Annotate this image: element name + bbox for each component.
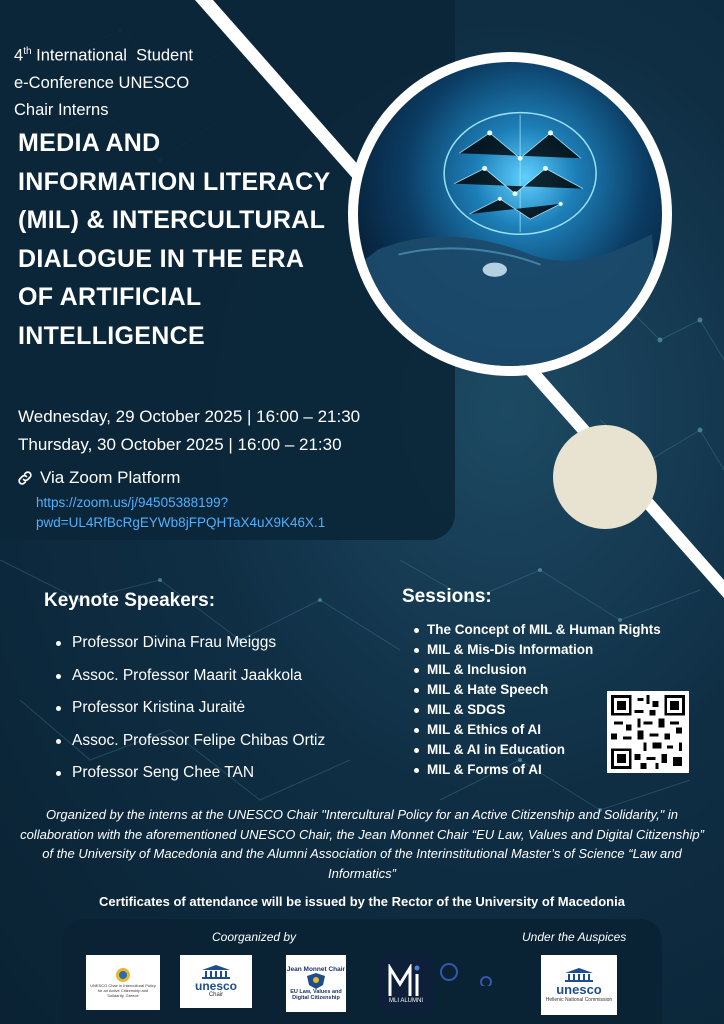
qr-code-pattern xyxy=(611,695,685,769)
conference-heading xyxy=(14,38,254,124)
session-item: The Concept of MIL & Human Rights xyxy=(414,620,661,640)
event-dates xyxy=(18,403,438,459)
zoom-label: Via Zoom Platform xyxy=(40,468,181,487)
session-item: MIL & AI in Education xyxy=(414,740,661,760)
zoom-link-line2[interactable]: pwd=UL4RfBcRgEYWb8jFPQHTaX4uX9K46X.1 xyxy=(36,515,326,530)
session-item: MIL & Hate Speech xyxy=(414,680,661,700)
shield-icon xyxy=(307,973,325,989)
unesco-word: unesco xyxy=(194,979,237,993)
unesco-chair-intercultural-logo xyxy=(86,955,160,1010)
auspices-label: Under the Auspices xyxy=(522,930,627,944)
brain-illustration xyxy=(358,62,662,366)
session-item: MIL & Inclusion xyxy=(414,660,661,680)
mli-monogram-icon xyxy=(387,964,425,998)
session-item: MIL & Ethics of AI xyxy=(414,720,661,740)
conference-ordinal-suffix: th xyxy=(23,46,32,57)
keynote-speaker-list xyxy=(56,627,325,790)
unesco-chair-logo xyxy=(180,955,252,1008)
mli-alumni-label: MLI ALUMNI xyxy=(388,998,423,1004)
speaker-item: Professor Seng Chee TAN xyxy=(56,757,325,790)
globe-icon xyxy=(112,967,134,983)
conference-ordinal: 4 xyxy=(14,46,24,65)
speaker-item: Assoc. Professor Felipe Chibas Ortiz xyxy=(56,725,325,758)
unesco-hellenic-commission-logo xyxy=(541,955,617,1015)
zoom-link-line1[interactable]: https://zoom.us/j/94505388199? xyxy=(36,495,229,510)
hellenic-commission-label: Hellenic National Commission xyxy=(545,996,613,1003)
qr-code[interactable] xyxy=(607,691,689,773)
certificates-note: Certificates of attendance will be issued by the Rector of the University of Macedonia xyxy=(99,894,625,909)
link-icon xyxy=(16,469,34,487)
unesco-temple-icon xyxy=(202,965,230,979)
beige-circle-decoration xyxy=(553,425,657,529)
session-item: MIL & SDGS xyxy=(414,700,661,720)
decorative-circles-icon xyxy=(438,962,496,986)
chair-word: Chair xyxy=(208,992,224,998)
speaker-item: Assoc. Professor Maarit Jaakkola xyxy=(56,660,325,693)
jean-monnet-chair-logo xyxy=(286,955,346,1012)
date-line-1: Wednesday, 29 October 2025 | 16:00 – 21:30 xyxy=(18,407,361,426)
jean-monnet-title: Jean Monnet Chair xyxy=(286,966,346,973)
coorganized-label: Coorganized by xyxy=(212,930,297,944)
main-title: MEDIA AND INFORMATION LITERACY (MIL) & INTERCULTURAL DIALOGUE IN THE ERA OF ARTIFICIAL INTELLIGENCE xyxy=(18,129,331,350)
brain-photo-frame xyxy=(348,52,672,376)
date-line-2: Thursday, 30 October 2025 | 16:00 – 21:30 xyxy=(18,435,342,454)
unesco-chair-card-text: UNESCO Chair in Intercultural Policy for an Active Citizenship and Solidarity, Greece xyxy=(90,983,156,998)
organizers-statement: Organized by the interns at the UNESCO Chair "Intercultural Policy for an Active Citizenship and Solidarity," in collaboration with the aforementioned UNESCO Chair, the Jean Monnet Chair “EU Law, Values and Digital Citizenship” of the University of Macedonia and the Alumni Association of the Interinstitutional Master’s of Science “Law and Informatics” xyxy=(20,807,704,881)
unesco-temple-icon xyxy=(565,968,593,982)
glowing-brain-in-hand-image xyxy=(358,62,662,366)
session-item: MIL & Mis-Dis Information xyxy=(414,640,661,660)
conference-line1: International Student xyxy=(31,46,193,65)
speaker-item: Professor Divina Frau Meiggs xyxy=(56,627,325,660)
mli-alumni-logo xyxy=(379,953,433,1015)
speaker-item: Professor Kristina Juraitė xyxy=(56,692,325,725)
unesco-word-hellenic: unesco xyxy=(556,981,602,997)
conference-line2: e-Conference UNESCO xyxy=(14,73,190,92)
sessions-heading: Sessions: xyxy=(402,586,492,607)
zoom-platform-row xyxy=(16,468,180,488)
jean-monnet-subtitle: EU Law, Values and Digital Citizenship xyxy=(290,989,342,1001)
zoom-meeting-link[interactable] xyxy=(36,493,426,533)
session-item: MIL & Forms of AI xyxy=(414,760,661,780)
keynote-heading: Keynote Speakers: xyxy=(44,590,216,611)
conference-line3: Chair Interns xyxy=(14,100,109,119)
